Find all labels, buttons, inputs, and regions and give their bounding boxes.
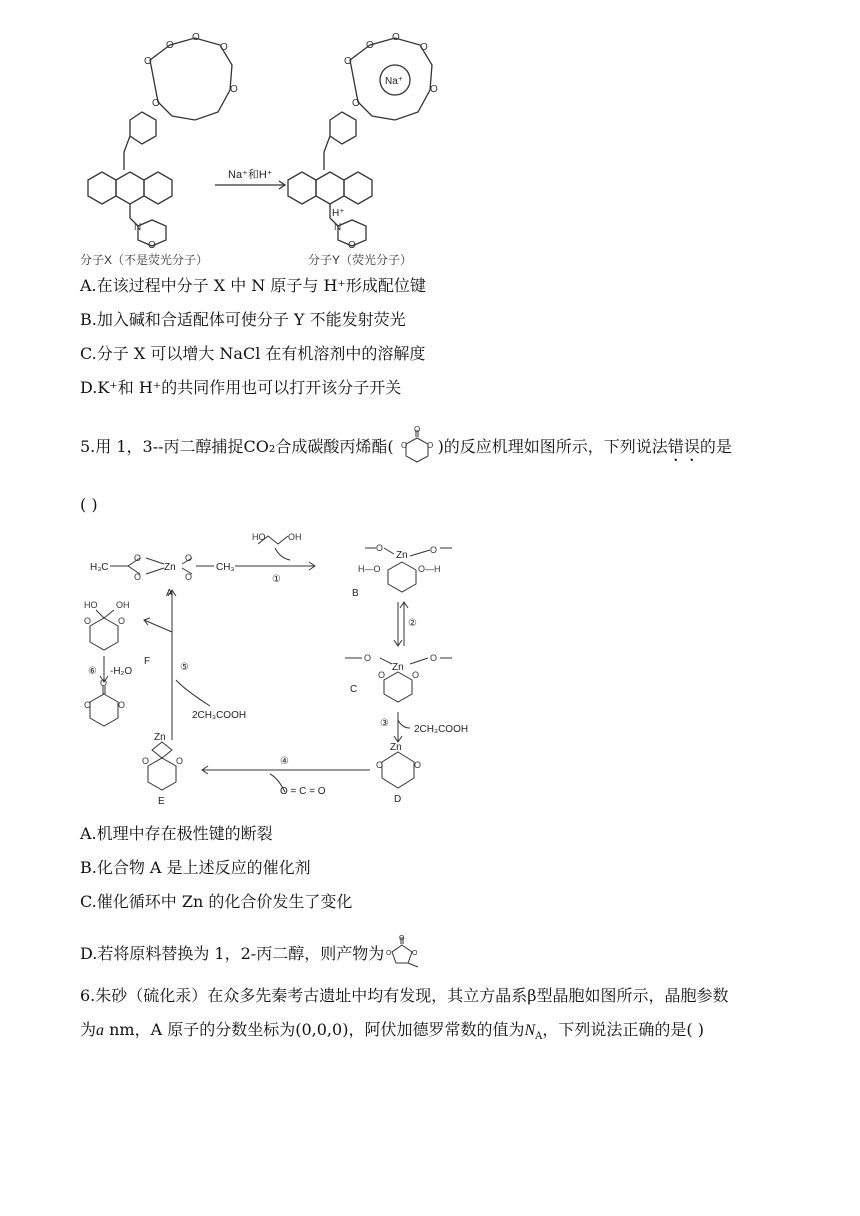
avogadro-subscript: A bbox=[535, 1031, 543, 1043]
svg-text:O: O bbox=[185, 572, 193, 582]
q6-stem-line1: 6.朱砂（硫化汞）在众多先秦考古遗址中均有发现，其立方晶系β型晶胞如图所示，晶胞参数 bbox=[80, 986, 729, 1005]
q5-option-d bbox=[80, 935, 428, 969]
svg-text:O: O bbox=[378, 670, 386, 680]
svg-text:O: O bbox=[414, 760, 422, 770]
fluorescent-switch-figure bbox=[80, 20, 460, 270]
svg-text:O: O bbox=[399, 935, 405, 942]
q5-emphasis-word: 错误 bbox=[667, 437, 700, 456]
svg-text:O: O bbox=[364, 653, 372, 663]
svg-text:N: N bbox=[334, 222, 342, 233]
label-c: C bbox=[350, 684, 358, 695]
q5-option-d-text: D.若将原料替换为 1，2-丙二醇，则产物为 bbox=[80, 944, 385, 963]
step-3-label: ③ bbox=[380, 718, 389, 729]
svg-text:O: O bbox=[430, 545, 438, 555]
svg-text:O: O bbox=[366, 40, 374, 51]
molecule-y-caption: 分子Y（荧光分子） bbox=[308, 253, 413, 267]
acetic-acid-label-3: 2CH₃COOH bbox=[414, 724, 469, 735]
svg-text:O: O bbox=[412, 950, 418, 957]
svg-text:H—O: H—O bbox=[358, 564, 381, 574]
q5-answer-paren: ( ) bbox=[80, 495, 98, 514]
svg-text:O: O bbox=[392, 32, 400, 43]
q4-option-b: B.加入碱和合适配体可使分子 Y 不能发射荧光 bbox=[80, 310, 406, 329]
svg-text:O: O bbox=[118, 616, 126, 626]
svg-text:O: O bbox=[348, 240, 356, 251]
svg-text:O: O bbox=[185, 553, 193, 563]
product-carbonate-structure bbox=[90, 694, 118, 726]
svg-text:O: O bbox=[134, 553, 142, 563]
label-e: E bbox=[158, 796, 165, 807]
q6-text-d: ，下列说法正确的是( ) bbox=[542, 1020, 704, 1039]
step-2-label: ② bbox=[408, 618, 417, 629]
compound-d-structure bbox=[382, 752, 414, 788]
svg-text:O: O bbox=[166, 40, 174, 51]
svg-text:HO: HO bbox=[252, 532, 266, 542]
proton-label: H⁺ bbox=[332, 208, 345, 219]
svg-text:O: O bbox=[420, 42, 428, 53]
svg-text:O: O bbox=[100, 678, 108, 688]
svg-text:O: O bbox=[412, 670, 420, 680]
svg-text:O: O bbox=[376, 760, 384, 770]
ch3-label-a: CH₃ bbox=[216, 562, 235, 573]
na-ion-label: Na⁺ bbox=[385, 76, 404, 87]
q4-option-a: A.在该过程中分子 X 中 N 原子与 H⁺形成配位键 bbox=[80, 276, 426, 295]
svg-text:OH: OH bbox=[288, 532, 302, 542]
svg-text:O: O bbox=[176, 756, 184, 766]
q4-option-c: C.分子 X 可以增大 NaCl 在有机溶剂中的溶解度 bbox=[80, 344, 426, 363]
svg-text:O: O bbox=[430, 84, 438, 95]
zn-label-b: Zn bbox=[396, 550, 408, 561]
svg-text:O: O bbox=[152, 98, 160, 109]
acetic-acid-label-5: 2CH₃COOH bbox=[192, 710, 247, 721]
q5-stem bbox=[80, 426, 732, 465]
q5-stem-part2: 合成碳酸丙烯酯( bbox=[275, 437, 394, 456]
q5-option-a: A.机理中存在极性键的断裂 bbox=[80, 824, 273, 843]
reaction-arrow-label: Na⁺和H⁺ bbox=[228, 169, 273, 181]
svg-text:O: O bbox=[344, 56, 352, 67]
svg-text:O: O bbox=[386, 950, 392, 957]
q4-option-d: D.K⁺和 H⁺的共同作用也可以打开该分子开关 bbox=[80, 378, 402, 397]
svg-text:N: N bbox=[134, 222, 142, 233]
zn-label-d: Zn bbox=[390, 742, 402, 753]
svg-text:O: O bbox=[84, 700, 92, 710]
step-5-label: ⑤ bbox=[180, 662, 189, 673]
q5-stem-part1: 5.用 1，3--丙二醇捕捉 bbox=[80, 437, 244, 456]
step-6-label: ⑥ bbox=[88, 666, 97, 677]
svg-text:OH: OH bbox=[116, 600, 130, 610]
label-f: F bbox=[144, 656, 151, 667]
svg-text:O: O bbox=[134, 572, 142, 582]
svg-text:O: O bbox=[118, 700, 126, 710]
h3c-label-a: H₃C bbox=[90, 562, 109, 573]
zn-label-e: Zn bbox=[154, 732, 166, 743]
q6-text-a: 为 bbox=[80, 1020, 97, 1039]
lattice-parameter-var: a bbox=[96, 1022, 105, 1039]
zn-label-a: Zn bbox=[164, 562, 176, 573]
compound-f-structure bbox=[90, 618, 118, 650]
reaction-mechanism-diagram bbox=[80, 520, 500, 820]
zn-label-c: Zn bbox=[392, 662, 404, 673]
propylene-carbonate-structure bbox=[394, 426, 438, 464]
svg-text:O: O bbox=[426, 441, 433, 450]
svg-text:O: O bbox=[430, 653, 438, 663]
compound-e-structure bbox=[148, 742, 176, 790]
svg-text:O: O bbox=[144, 56, 152, 67]
q6-text-b: nm，A 原子的分数坐标为 bbox=[104, 1020, 296, 1039]
label-b: B bbox=[352, 588, 359, 599]
svg-text:O: O bbox=[192, 32, 200, 43]
molecule-x-caption: 分子X（不是荧光分子） bbox=[80, 253, 209, 267]
svg-text:O: O bbox=[142, 756, 150, 766]
svg-text:HO: HO bbox=[84, 600, 98, 610]
label-a: A bbox=[166, 588, 173, 599]
water-loss-label: -H₂O bbox=[110, 666, 133, 677]
step-1-label: ① bbox=[272, 574, 281, 585]
svg-text:O—H: O—H bbox=[418, 564, 441, 574]
q5-option-b: B.化合物 A 是上述反应的催化剂 bbox=[80, 858, 311, 877]
q6-text-c: ，阿伏加德罗常数的值为 bbox=[348, 1020, 525, 1039]
molecule-y-structure bbox=[288, 38, 432, 246]
svg-text:O: O bbox=[230, 84, 238, 95]
svg-text:O: O bbox=[376, 543, 384, 553]
q6-stem-line2 bbox=[80, 1019, 704, 1048]
step-4-label: ④ bbox=[280, 756, 289, 767]
svg-text:O: O bbox=[220, 42, 228, 53]
q5-stem-part4: 的是 bbox=[699, 437, 732, 456]
svg-text:O: O bbox=[148, 240, 156, 251]
label-d: D bbox=[394, 794, 402, 805]
avogadro-var: N bbox=[524, 1022, 536, 1039]
molecule-x-structure bbox=[88, 38, 232, 246]
fractional-coordinate: (0,0,0) bbox=[295, 1020, 349, 1039]
q5-stem-part3: )的反应机理如图所示，下列说法 bbox=[437, 437, 668, 456]
co2-formula: CO₂ bbox=[243, 437, 276, 456]
co2-reagent-label: O = C = O bbox=[280, 786, 326, 797]
svg-text:O: O bbox=[84, 616, 92, 626]
q5-option-c: C.催化循环中 Zn 的化合价发生了变化 bbox=[80, 892, 353, 911]
compound-a-structure bbox=[110, 558, 214, 574]
svg-text:O: O bbox=[413, 426, 420, 434]
svg-text:O: O bbox=[400, 441, 407, 450]
cyclic-carbonate-five-ring-structure bbox=[384, 935, 428, 969]
svg-text:O: O bbox=[352, 98, 360, 109]
